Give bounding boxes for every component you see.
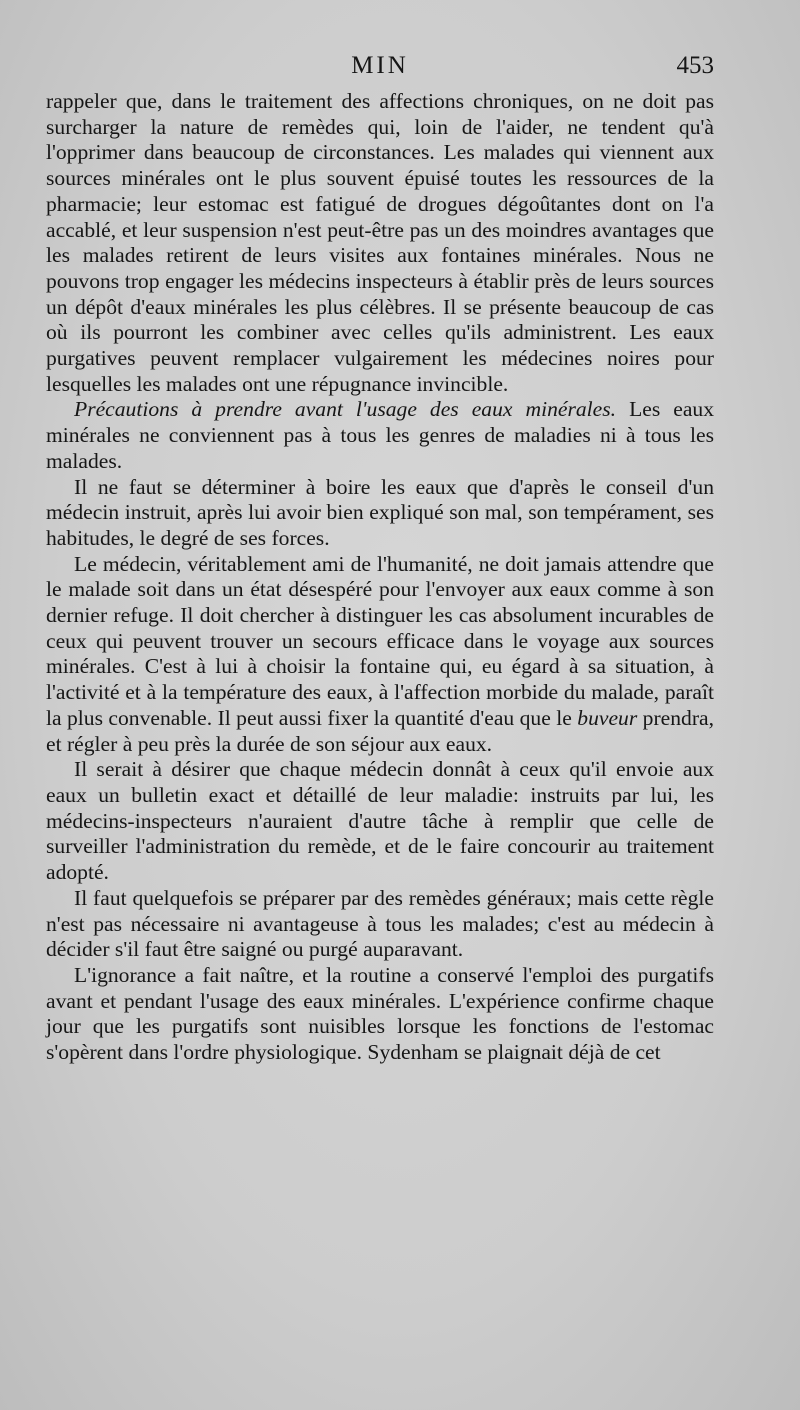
paragraph-text: prendra, et régler à peu près la durée de son séjour aux eaux.: [46, 705, 715, 756]
paragraph-continued: rappeler que, dans le traitement des affections chroniques, on ne doit pas surcharger la nature de remèdes qui, loin de l'aider, ne tendent qu'à l'opprimer dans beaucoup de circonstances. Les malades qui viennent aux sources minérales ont le plus souvent épuisé toutes les ressources de la pharmacie; leur estomac est fatigué de drogues dégoûtantes dont on l'a accablé, et leur suspension n'est peut-être pas un des moindres avantages que les malades retirent de leurs visites aux fontaines minérales. Nous ne pouvons trop engager les médecins inspecteurs à établir près de leurs sources un dépôt d'eaux minérales les plus célèbres. Il se présente beaucoup de cas où ils pourront les combiner avec celles qu'ils administrent. Les eaux purgatives peuvent remplacer vulgairement les médecines noires pour lesquelles les malades ont une répugnance invincible.: [46, 89, 714, 396]
section-heading-tail: Les eaux minérales ne conviennent pas à tous les genres de maladies ni à tous les malades.: [46, 397, 715, 473]
section-heading-paragraph: [46, 397, 714, 474]
paragraph: L'ignorance a fait naître, et la routine a conservé l'emploi des purgatifs avant et pendant l'usage des eaux minérales. L'expérience confirme chaque jour que les purgatifs sont nuisibles lorsque les fonctions de l'estomac s'opèrent dans l'ordre physiologique. Sydenham se plaignait déjà de cet: [46, 962, 714, 1065]
running-head: [46, 52, 714, 88]
paragraph: Il ne faut se déterminer à boire les eaux que d'après le conseil d'un médecin instruit, après lui avoir bien expliqué son mal, son tempérament, ses habitudes, le degré de ses forces.: [46, 474, 714, 550]
body-text: [46, 89, 714, 1066]
section-heading: Précautions à prendre avant l'usage des eaux minérales.: [74, 397, 617, 422]
paragraph-text: Le médecin, véritablement ami de l'humanité, ne doit jamais attendre que le malade soit dans un état désespéré pour l'envoyer aux eaux comme à son dernier refuge. Il doit chercher à distinguer les cas absolument incurables de ceux qui peuvent trouver un secours efficace dans le voyage aux sources minérales. C'est à lui à choisir la fontaine qui, eu égard à sa situation, à l'activité et à la température des eaux, à l'affection morbide du malade, paraît la plus convenable. Il peut aussi fixer la quantité d'eau que le: [46, 551, 714, 730]
paragraph: [46, 552, 714, 758]
paragraph: Il serait à désirer que chaque médecin donnât à ceux qu'il envoie aux eaux un bulletin exact et détaillé de leur maladie: instruits par lui, les médecins-inspecteurs n'auraient d'autre tâche à remplir que celle de surveiller l'administration du remède, et de le faire concourir au traitement adopté.: [46, 757, 714, 885]
emphasized-word: buveur: [577, 705, 638, 730]
running-head-title: MIN: [351, 52, 409, 79]
paragraph: Il faut quelquefois se préparer par des remèdes généraux; mais cette règle n'est pas nécessaire ni avantageuse à tous les malades; c'est au médecin à décider s'il faut être saigné ou purgé auparavant.: [46, 885, 714, 962]
page-number: 453: [676, 52, 714, 79]
